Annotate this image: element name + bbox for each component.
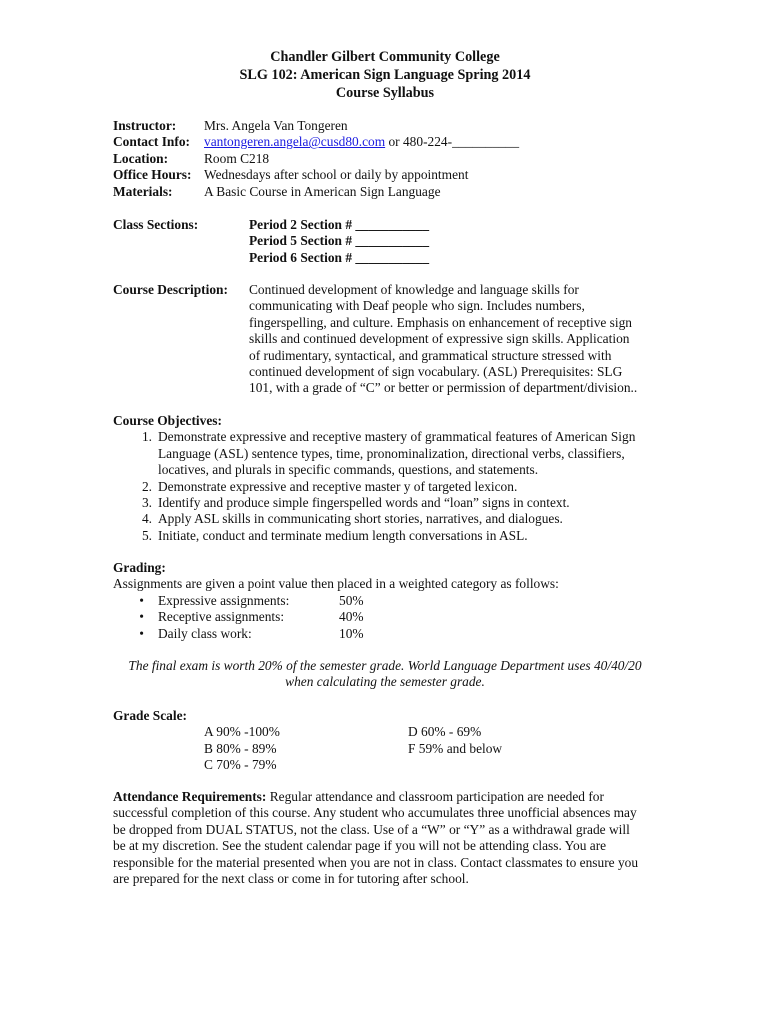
grade-scale-row: C 70% - 79% <box>204 757 277 773</box>
class-sections-label: Class Sections: <box>113 217 199 232</box>
location-label: Location: <box>113 150 169 166</box>
attendance-line: successful completion of this course. Any student who accumulates three unofficial absences may <box>113 805 637 821</box>
office-hours-row <box>113 167 519 183</box>
attendance-line: Regular attendance and classroom participation are needed for <box>266 789 604 804</box>
instructor-row <box>113 118 519 134</box>
office-hours-value: Wednesdays after school or daily by appointment <box>204 167 469 183</box>
bullet-icon: • <box>139 592 144 608</box>
course-title: SLG 102: American Sign Language Spring 2014 <box>239 67 531 83</box>
materials-label: Materials: <box>113 183 173 199</box>
location-value: Room C218 <box>204 150 270 166</box>
attendance-line: responsible for the material presented when you are not in class. Contact classmates to ensure you <box>113 854 639 870</box>
objective-item: 1. Demonstrate expressive and receptive mastery of grammatical features of American Sign Language (ASL) sentence types, time, pronominalization, directional verbs, classifiers, locatives, and plurals in specific commands, questions, and statements. <box>141 429 636 478</box>
description-line: continued development of sign vocabulary. (ASL) Prerequisites: SLG <box>249 364 623 380</box>
location-row <box>113 151 519 167</box>
grading-item: • Receptive assignments: 40% <box>113 609 559 625</box>
objectives-title: Course Objectives: <box>113 413 222 428</box>
grading-intro: Assignments are given a point value then placed in a weighted category as follows: <box>113 576 559 592</box>
instructor-value: Mrs. Angela Van Tongeren <box>204 118 348 133</box>
grading-title: Grading: <box>113 560 166 575</box>
grading-item: • Expressive assignments: 50% <box>113 593 559 609</box>
section-item: Period 5 Section # ___________ <box>249 233 430 249</box>
objective-item: 2. Demonstrate expressive and receptive master y of targeted lexicon. <box>141 478 518 494</box>
objective-item: 4. Apply ASL skills in communicating short stories, narratives, and dialogues. <box>141 511 563 527</box>
section-item: Period 6 Section # ___________ <box>249 249 430 265</box>
course-description <box>113 282 637 397</box>
attendance-section <box>113 789 658 887</box>
grading-section <box>113 560 559 642</box>
contact-label: Contact Info: <box>113 134 190 150</box>
college-name: Chandler Gilbert Community College <box>270 49 500 65</box>
office-hours-label: Office Hours: <box>113 167 192 183</box>
course-description-label: Course Description: <box>113 282 228 297</box>
instructor-label: Instructor: <box>113 118 177 133</box>
description-line: of rudimentary, syntactical, and grammatical structure stressed with <box>249 347 612 363</box>
description-line: communicating with Deaf people who sign. Includes numbers, <box>249 298 585 314</box>
bullet-icon: • <box>139 625 144 641</box>
contact-row <box>113 134 519 150</box>
attendance-line: be dropped from DUAL STATUS, not the class. Use of a “W” or “Y” as a withdrawal grade will <box>113 821 630 837</box>
description-line: fingerspelling, and culture. Emphasis on enhancement of receptive sign <box>249 314 632 330</box>
final-exam-note: The final exam is worth 20% of the semester grade. World Language Department uses 40/40/20 when calculating the semester grade. <box>128 658 642 690</box>
attendance-label: Attendance Requirements: <box>113 789 267 804</box>
email-link[interactable]: vantongeren.angela@cusd80.com <box>204 134 386 150</box>
section-item: Period 2 Section # ___________ <box>249 217 430 232</box>
grading-item: • Daily class work: 10% <box>113 626 559 642</box>
phone-value: or 480-224-__________ <box>385 134 520 150</box>
description-line: skills and continued development of expressive sign skills. Application <box>249 331 630 347</box>
course-objectives <box>113 413 635 544</box>
class-sections <box>113 217 429 266</box>
materials-value: A Basic Course in American Sign Language <box>204 183 441 199</box>
grade-scale <box>113 708 502 774</box>
attendance-line: be at my discretion. See the student calendar page if you will not be attending class. You are <box>113 838 607 854</box>
objective-item: 3. Identify and produce simple fingerspelled words and “loan” signs in context. <box>141 495 570 511</box>
attendance-line: are prepared for the next class or come in for tutoring after school. <box>113 871 469 887</box>
document-title: Course Syllabus <box>335 85 435 101</box>
instructor-info <box>113 118 519 200</box>
grade-scale-row: A 90% -100% D 60% - 69% <box>204 724 482 740</box>
grade-scale-title: Grade Scale: <box>113 708 188 723</box>
grade-scale-row: B 80% - 89% F 59% and below <box>204 740 503 756</box>
bullet-icon: • <box>139 609 144 625</box>
description-line: Continued development of knowledge and language skills for <box>249 282 579 297</box>
materials-row <box>113 184 519 200</box>
description-line: 101, with a grade of “C” or better or permission of department/division.. <box>249 380 638 396</box>
objective-item: 5. Initiate, conduct and terminate medium length conversations in ASL. <box>141 527 528 543</box>
document-header <box>0 48 770 102</box>
